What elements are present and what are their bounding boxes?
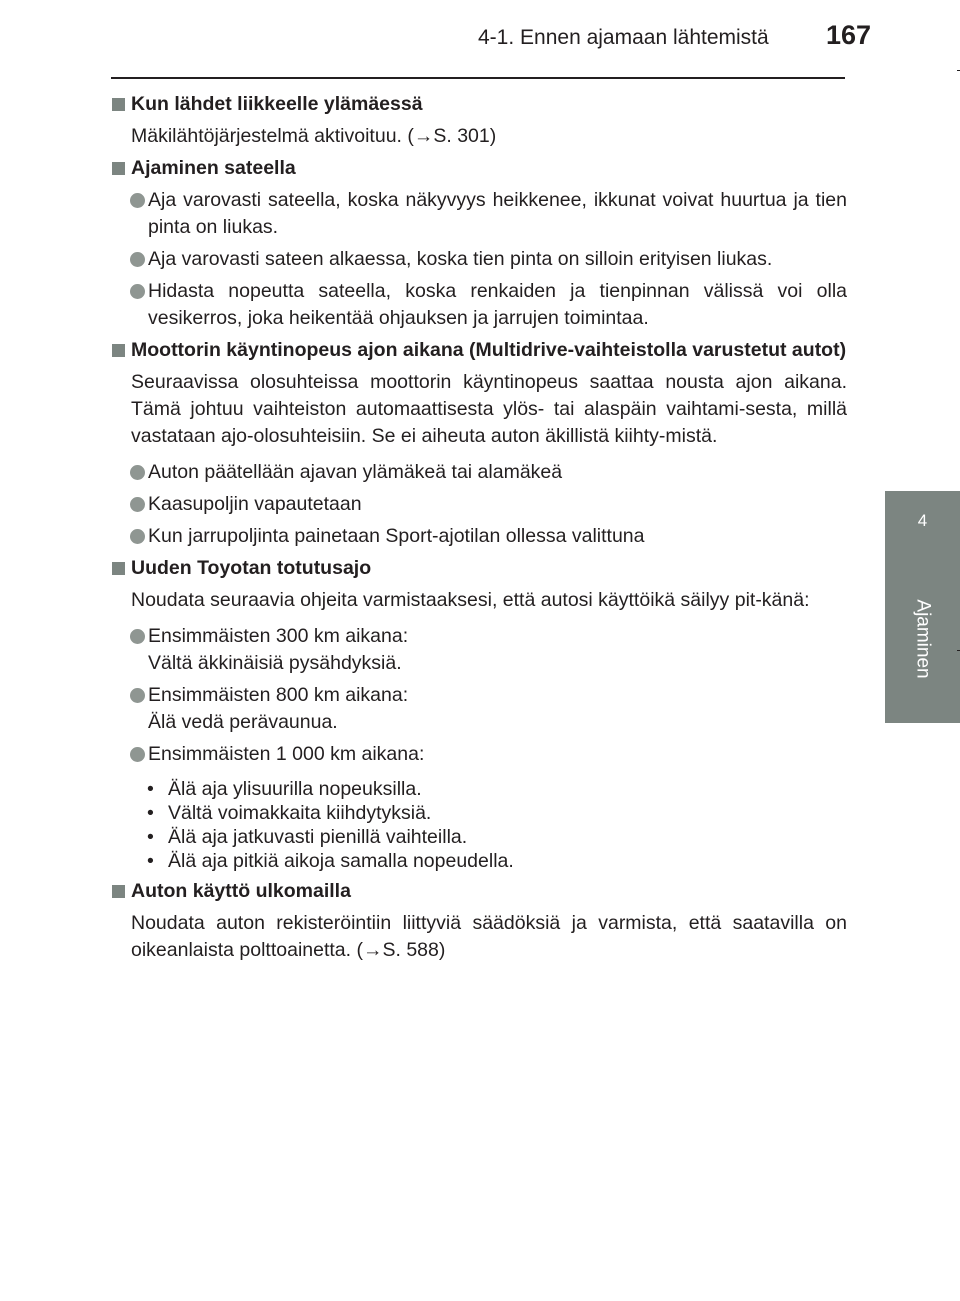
circle-bullet-icon	[130, 465, 145, 480]
square-bullet-icon	[112, 98, 125, 111]
heading-text: Uuden Toyotan totutusajo	[131, 557, 372, 579]
list-item-text: Ensimmäisten 300 km aikana:	[148, 625, 409, 647]
section-heading	[112, 337, 847, 364]
circle-bullet-icon	[130, 747, 145, 762]
list-item-subtext: Vältä äkkinäisiä pysähdyksiä.	[148, 652, 402, 674]
list-item	[112, 523, 847, 550]
heading-text: Auton käyttö ulkomailla	[131, 880, 351, 902]
list-item	[112, 278, 847, 332]
circle-bullet-icon	[130, 688, 145, 703]
list-item	[112, 491, 847, 518]
chapter-tab	[885, 491, 960, 723]
list-item	[112, 741, 847, 768]
section-heading	[112, 555, 847, 582]
bullet-icon: •	[147, 802, 154, 824]
main-content	[112, 91, 847, 964]
paragraph: Noudata auton rekisteröintiin liittyviä säädöksiä ja varmista, että saatavilla on oikeanlaista polttoainetta. (→S. 588)	[131, 912, 847, 961]
section-heading	[112, 155, 847, 182]
header-divider	[111, 77, 845, 79]
page-number: 167	[826, 20, 872, 50]
list-item-text: Aja varovasti sateen alkaessa, koska tien pinta on silloin erityisen liukas.	[148, 248, 773, 270]
list-item-text: Ensimmäisten 800 km aikana:	[148, 684, 409, 706]
section-heading	[112, 91, 847, 118]
chapter-number: 4	[917, 511, 928, 530]
sub-bullet-item	[147, 849, 847, 873]
square-bullet-icon	[112, 344, 125, 357]
list-item-subtext: Älä vedä perävaunua.	[148, 711, 338, 733]
sub-bullet-item	[147, 825, 847, 849]
sub-bullet-item	[147, 801, 847, 825]
square-bullet-icon	[112, 162, 125, 175]
sub-bullet-text: Älä aja pitkiä aikoja samalla nopeudella.	[168, 850, 514, 872]
sub-bullet-text: Älä aja ylisuurilla nopeuksilla.	[168, 778, 422, 800]
list-item	[112, 623, 847, 677]
circle-bullet-icon	[130, 193, 145, 208]
paragraph: Noudata seuraavia ohjeita varmistaaksesi, että autosi käyttöikä säilyy pit-känä:	[131, 589, 810, 611]
paragraph: Mäkilähtöjärjestelmä aktivoituu. (→S. 301)	[131, 125, 497, 147]
circle-bullet-icon	[130, 497, 145, 512]
bullet-icon: •	[147, 778, 154, 800]
list-item-text: Ensimmäisten 1 000 km aikana:	[148, 743, 425, 765]
heading-text: Ajaminen sateella	[131, 157, 296, 179]
chapter-title-wrap	[909, 579, 937, 699]
list-item	[112, 682, 847, 736]
list-item-text: Aja varovasti sateella, koska näkyvyys heikkenee, ikkunat voivat huurtua ja tien pinta on liukas.	[148, 189, 847, 238]
list-item-text: Hidasta nopeutta sateella, koska renkaiden ja tienpinnan välissä voi olla vesikerros, joka heikentää ohjauksen ja jarrujen toimintaa.	[148, 280, 847, 329]
list-item	[112, 187, 847, 241]
list-item-text: Kun jarrupoljinta painetaan Sport-ajotilan ollessa valittuna	[148, 525, 645, 547]
square-bullet-icon	[112, 885, 125, 898]
sub-bullet-item	[147, 777, 847, 801]
list-item-text: Kaasupoljin vapautetaan	[148, 493, 362, 515]
section-title: 4-1. Ennen ajamaan lähtemistä	[478, 26, 769, 49]
circle-bullet-icon	[130, 252, 145, 267]
list-item	[112, 459, 847, 486]
bullet-icon: •	[147, 850, 154, 872]
bullet-icon: •	[147, 826, 154, 848]
sub-bullet-text: Vältä voimakkaita kiihdytyksiä.	[168, 802, 432, 824]
square-bullet-icon	[112, 562, 125, 575]
heading-text: Moottorin käyntinopeus ajon aikana (Multidrive-vaihteistolla varustetut autot)	[131, 339, 847, 361]
list-item	[112, 246, 847, 273]
chapter-title: Ajaminen	[913, 599, 934, 679]
paragraph: Seuraavissa olosuhteissa moottorin käyntinopeus saattaa nousta ajon aikana. Tämä johtuu vaihteiston automaattisesta ylös- tai alaspäin vaihtami-sesta, millä vastataan ajo-olosuhteisiin. Se ei aiheuta auton äkillistä kiihty-mistä.	[131, 371, 847, 447]
circle-bullet-icon	[130, 529, 145, 544]
section-heading	[112, 878, 847, 905]
circle-bullet-icon	[130, 284, 145, 299]
sub-bullet-list	[112, 777, 847, 873]
sub-bullet-text: Älä aja jatkuvasti pienillä vaihteilla.	[168, 826, 468, 848]
heading-text: Kun lähdet liikkeelle ylämäessä	[131, 93, 423, 115]
circle-bullet-icon	[130, 629, 145, 644]
list-item-text: Auton päätellään ajavan ylämäkeä tai alamäkeä	[148, 461, 563, 483]
